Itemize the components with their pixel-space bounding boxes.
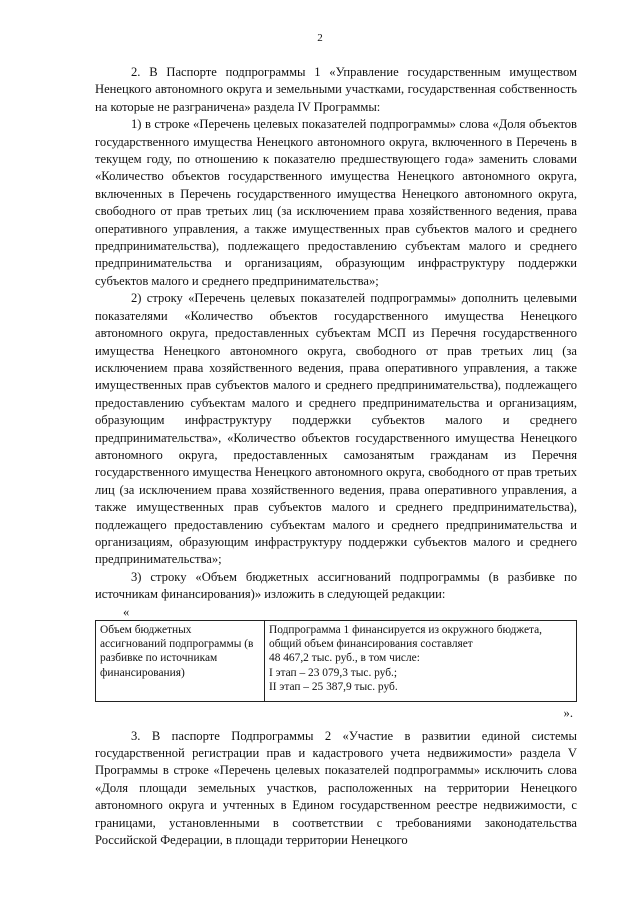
paragraph-subitem-3: 3) строку «Объем бюджетных ассигнований подпрограммы (в разбивке по источникам финансирования)» изложить в следующей редакции: [95, 569, 577, 602]
page-number: 2 [317, 32, 323, 44]
funding-stage-2: II этап – 25 387,9 тыс. руб. [269, 681, 398, 694]
funding-table [95, 620, 577, 702]
closing-quote-mark: ». [563, 705, 573, 720]
table-cell-label: Объем бюджетных ассигнований подпрограммы (в разбивке по источникам финансирования) [96, 620, 265, 701]
funding-total: 48 467,2 тыс. руб., в том числе: [269, 652, 420, 665]
paragraph-item-3: 3. В паспорте Подпрограммы 2 «Участие в развитии единой системы государственной регистрации прав и кадастрового учета недвижимости» раздела V Программы в строке «Перечень целевых показателей подпрограммы» исключить слова «Доля площади земельных участков, расположенных на территории Ненецкого автономного округа и учтенных в Едином государственном реестре недвижимости, с границами, установленными в соответствии с требованиями законодательства Российской Федерации, в площади территории Ненецкого [95, 728, 577, 848]
paragraph-item-2-heading: 2. В Паспорте подпрограммы 1 «Управление государственным имуществом Ненецкого автономного округа и земельными участками, государственная собственность на которые не разграничена» раздела IV Программы: [95, 65, 577, 114]
paragraph-subitem-2: 2) строку «Перечень целевых показателей подпрограммы» дополнить целевыми показателями «Количество объектов государственного имущества Ненецкого автономного округа, предоставленных субъектам МСП из Перечня государственного имущества Ненецкого автономного округа, свободного от прав третьих лиц (за исключением права хозяйственного ведения, права оперативного управления, а также имущественных прав субъектов малого и среднего предпринимательства), подлежащего предоставлению субъектам малого и среднего предпринимательства и организациям, образующим инфраструктуру поддержки субъектов малого и среднего предпринимательства», «Количество объектов государственного имущества Ненецкого автономного округа, предоставленных самозанятым гражданам из Перечня государственного имущества Ненецкого автономного округа, свободного от прав третьих лиц (за исключением права хозяйственного ведения, права оперативного управления, а также имущественных прав субъектов малого и среднего предпринимательства), подлежащего предоставлению субъектам малого и среднего предпринимательства и организациям, образующим инфраструктуру поддержки субъектов малого и среднего предпринимательства»; [95, 291, 577, 567]
funding-stage-1: I этап – 23 079,3 тыс. руб.; [269, 666, 398, 679]
opening-quote-mark: « [123, 604, 130, 619]
table-row [96, 620, 577, 701]
document-body [95, 64, 577, 849]
table-cell-value [265, 620, 577, 701]
funding-description: Подпрограмма 1 финансируется из окружного бюджета, общий объем финансирования составляет [269, 623, 543, 650]
paragraph-subitem-1: 1) в строке «Перечень целевых показателей подпрограммы» слова «Доля объектов государственного имущества Ненецкого автономного округа, включенного в Перечень в текущем году, по отношению к показателю предшествующего года» заменить словами «Количество объектов государственного имущества Ненецкого автономного округа, включенных в Перечень государственного имущества Ненецкого автономного округа, свободного от прав третьих лиц (за исключением права хозяйственного ведения, права оперативного управления, а также имущественных прав субъектов малого и среднего предпринимательства), подлежащего предоставлению субъектам малого и среднего предпринимательства и организациям, образующим инфраструктуру поддержки субъектов малого и среднего предпринимательства»; [95, 117, 577, 288]
